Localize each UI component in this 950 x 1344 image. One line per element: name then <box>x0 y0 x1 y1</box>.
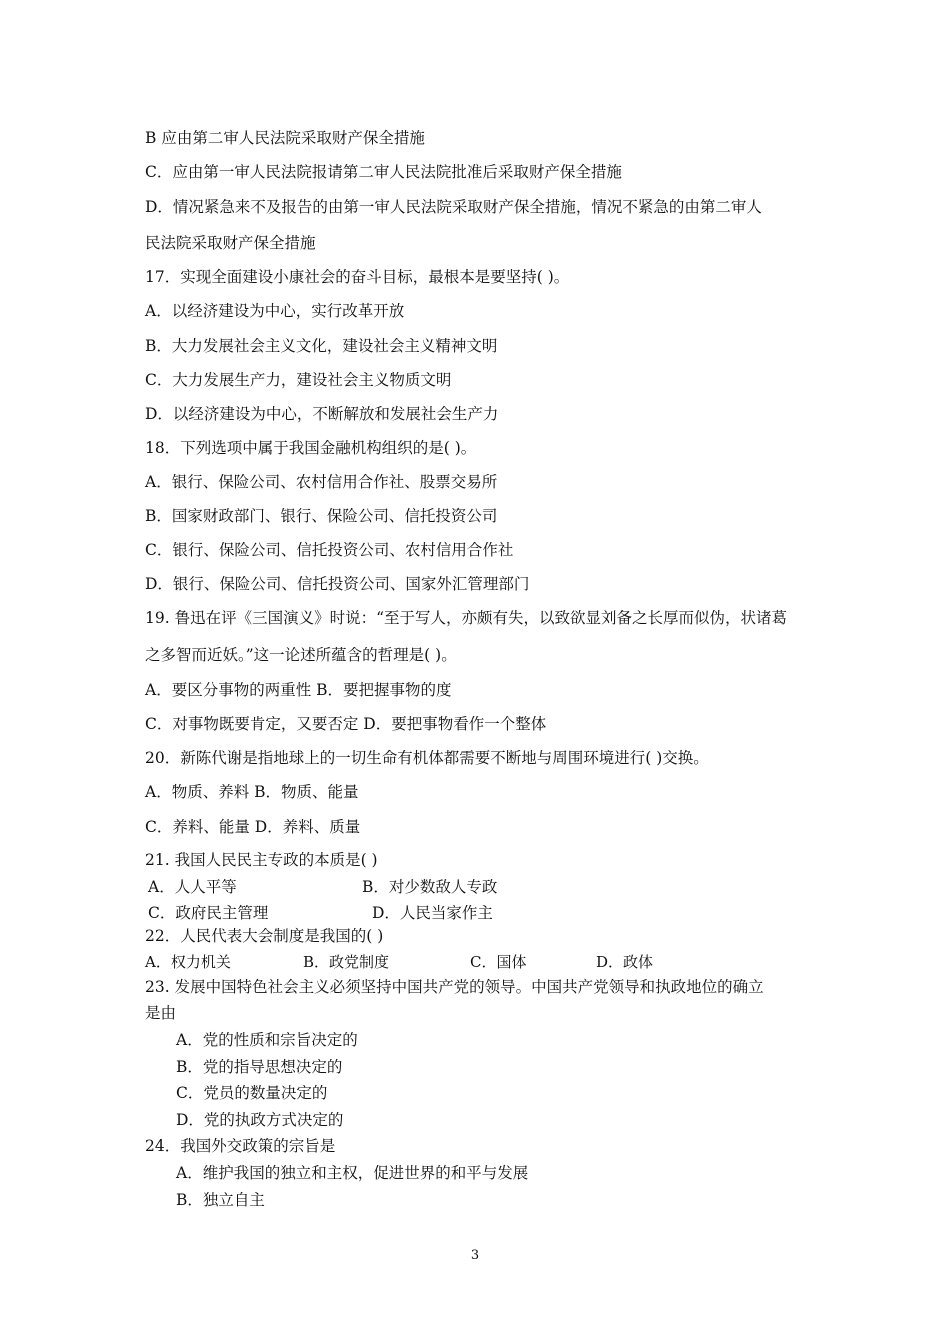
question-21: 21. 我国人民民主专政的本质是( ) <box>145 851 378 869</box>
question-19-cont: 之多智而近妖。”这一论述所蕴含的哲理是( )。 <box>145 646 457 664</box>
question-22: 22．人民代表大会制度是我国的( ) <box>145 927 384 945</box>
question-18: 18．下列选项中属于我国金融机构组织的是( )。 <box>145 439 477 457</box>
option-23c: C．党员的数量决定的 <box>176 1084 328 1102</box>
option-17d: D．以经济建设为中心，不断解放和发展社会生产力 <box>145 405 499 423</box>
option-18d: D．银行、保险公司、信托投资公司、国家外汇管理部门 <box>145 575 530 593</box>
question-23-cont: 是由 <box>145 1004 177 1022</box>
option-16b: B 应由第二审人民法院采取财产保全措施 <box>145 129 425 147</box>
option-23d: D．党的执政方式决定的 <box>176 1111 344 1129</box>
option-23a: A．党的性质和宗旨决定的 <box>176 1031 358 1049</box>
option-24b: B．独立自主 <box>176 1191 265 1209</box>
option-17a: A．以经济建设为中心，实行改革开放 <box>145 302 405 320</box>
option-21c: C．政府民主管理 <box>148 904 269 922</box>
option-19ab: A．要区分事物的两重性 B．要把握事物的度 <box>145 681 452 699</box>
option-18b: B．国家财政部门、银行、保险公司、信托投资公司 <box>145 507 498 525</box>
option-17c: C．大力发展生产力，建设社会主义物质文明 <box>145 371 452 389</box>
option-21b: B．对少数敌人专政 <box>362 878 498 896</box>
question-23: 23. 发展中国特色社会主义必须坚持中国共产党的领导。中国共产党领导和执政地位的确立 <box>145 978 764 996</box>
option-19cd: C．对事物既要肯定，又要否定 D．要把事物看作一个整体 <box>145 715 547 733</box>
option-18c: C．银行、保险公司、信托投资公司、农村信用合作社 <box>145 541 514 559</box>
question-20: 20．新陈代谢是指地球上的一切生命有机体都需要不断地与周围环境进行( )交换。 <box>145 749 709 767</box>
option-22c: C．国体 <box>470 953 527 971</box>
option-22d: D．政体 <box>596 953 654 971</box>
option-21d: D．人民当家作主 <box>372 904 493 922</box>
question-19: 19. 鲁迅在评《三国演义》时说：“至于写人，亦颇有失，以致欲显刘备之长厚而似伪，状诸葛 <box>145 609 788 627</box>
option-23b: B．党的指导思想决定的 <box>176 1058 343 1076</box>
option-21a: A．人人平等 <box>148 878 237 896</box>
option-24a: A．维护我国的独立和主权，促进世界的和平与发展 <box>176 1164 529 1182</box>
option-22b: B．政党制度 <box>303 953 390 971</box>
option-22a: A．权力机关 <box>145 953 231 971</box>
option-16d-cont: 民法院采取财产保全措施 <box>145 234 316 252</box>
option-20cd: C．养料、能量 D．养料、质量 <box>145 818 361 836</box>
question-24: 24．我国外交政策的宗旨是 <box>145 1137 336 1155</box>
option-18a: A．银行、保险公司、农村信用合作社、股票交易所 <box>145 473 498 491</box>
option-16c: C．应由第一审人民法院报请第二审人民法院批准后采取财产保全措施 <box>145 163 622 181</box>
option-17b: B．大力发展社会主义文化，建设社会主义精神文明 <box>145 337 498 355</box>
option-20ab: A．物质、养料 B．物质、能量 <box>145 783 359 801</box>
option-16d: D．情况紧急来不及报告的由第一审人民法院采取财产保全措施，情况不紧急的由第二审人 <box>145 198 762 216</box>
page-number: 3 <box>470 1248 480 1263</box>
question-17: 17．实现全面建设小康社会的奋斗目标，最根本是要坚持( )。 <box>145 268 570 286</box>
